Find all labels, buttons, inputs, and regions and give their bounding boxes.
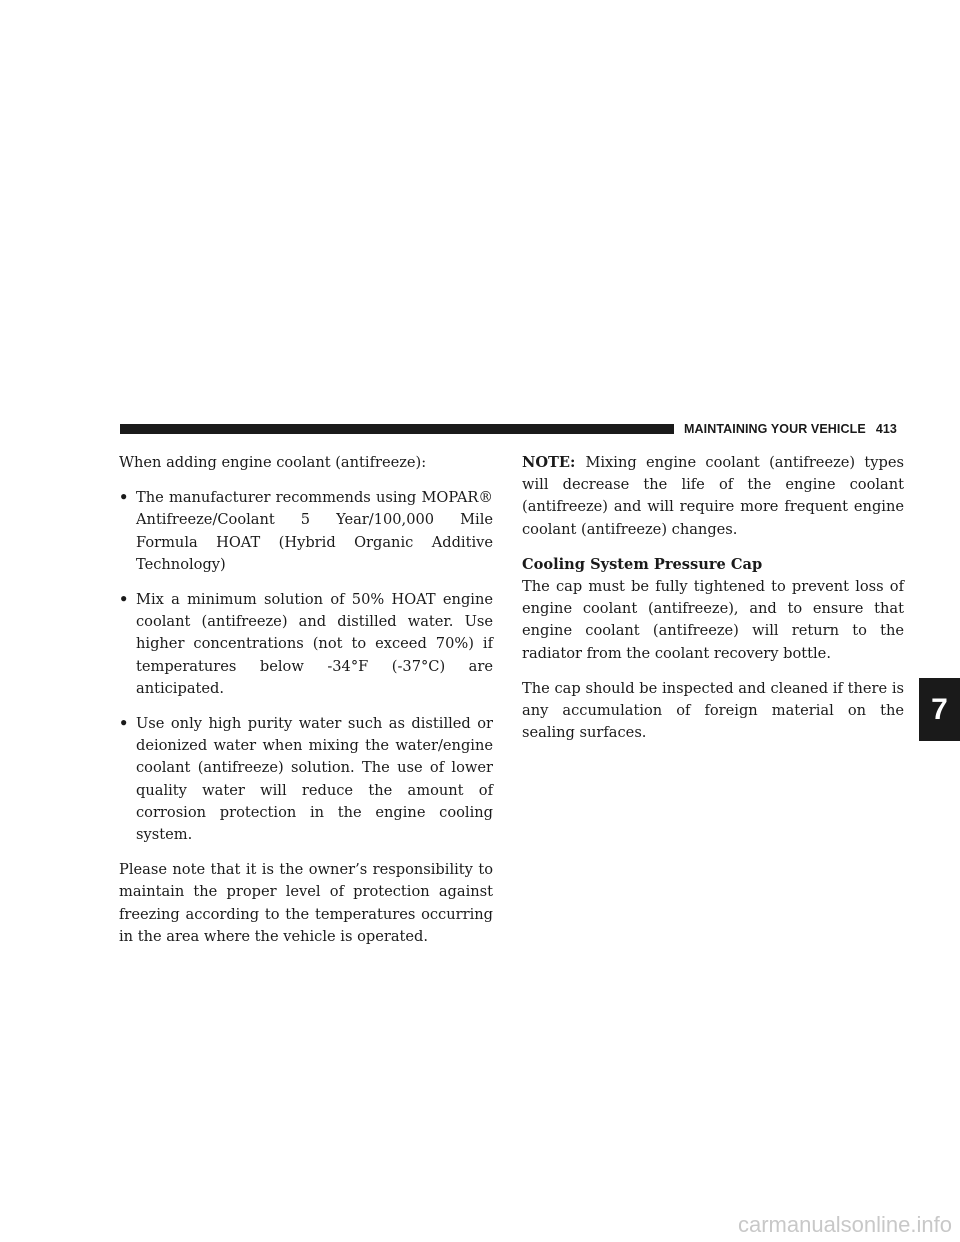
pressure-cap-section [522,554,904,665]
intro-paragraph: When adding engine coolant (antifreeze): [119,454,427,471]
bullet-glyph: • [119,591,129,609]
chapter-tab: 7 [919,678,960,741]
coolant-bullet-list [119,487,493,846]
bullet-text: Mix a minimum solution of 50% HOAT engine coolant (antifreeze) and distilled water. Use higher concentrations (not to exceed 70%) if temperatures below -34°F (-37°C) are anticipated. [136,591,493,697]
left-column [119,452,493,961]
note-text: Mixing engine coolant (antifreeze) types will decrease the life of the engine coolant (antifreeze) and will require more frequent engine coolant (antifreeze) changes. [522,454,904,538]
section-heading: Cooling System Pressure Cap [522,555,763,573]
bullet-item [119,487,493,576]
bullet-text: The manufacturer recommends using MOPAR® Antifreeze/Coolant 5 Year/100,000 Mile Formula HOAT (Hybrid Organic Additive Technology) [136,489,493,573]
section-text: The cap must be fully tightened to prevent loss of engine coolant (antifreeze), and to ensure that engine coolant (antifreeze) will return to the radiator from the coolant recovery bottle. [522,578,904,662]
watermark-text: carmanualsonline.info [737,1212,952,1237]
note-paragraph [522,452,904,541]
header-rule [120,424,674,434]
running-header [684,421,897,437]
bullet-item [119,713,493,846]
right-column [522,452,904,757]
bullet-text: Use only high purity water such as distilled or deionized water when mixing the water/engine coolant (antifreeze) solution. The use of lower quality water will reduce the amount of corrosion protection in the engine cooling system. [136,715,493,844]
inspection-paragraph: The cap should be inspected and cleaned if there is any accumulation of foreign material on the sealing surfaces. [522,679,904,742]
bullet-item [119,589,493,700]
bullet-glyph: • [119,489,129,507]
section-title: MAINTAINING YOUR VEHICLE [684,422,866,436]
note-label: NOTE: [522,454,576,471]
closing-paragraph: Please note that it is the owner’s responsibility to maintain the proper level of protection against freezing according to the temperatures occurring in the area where the vehicle is operated. [119,861,493,945]
page-number: 413 [875,422,897,436]
bullet-glyph: • [119,715,129,733]
